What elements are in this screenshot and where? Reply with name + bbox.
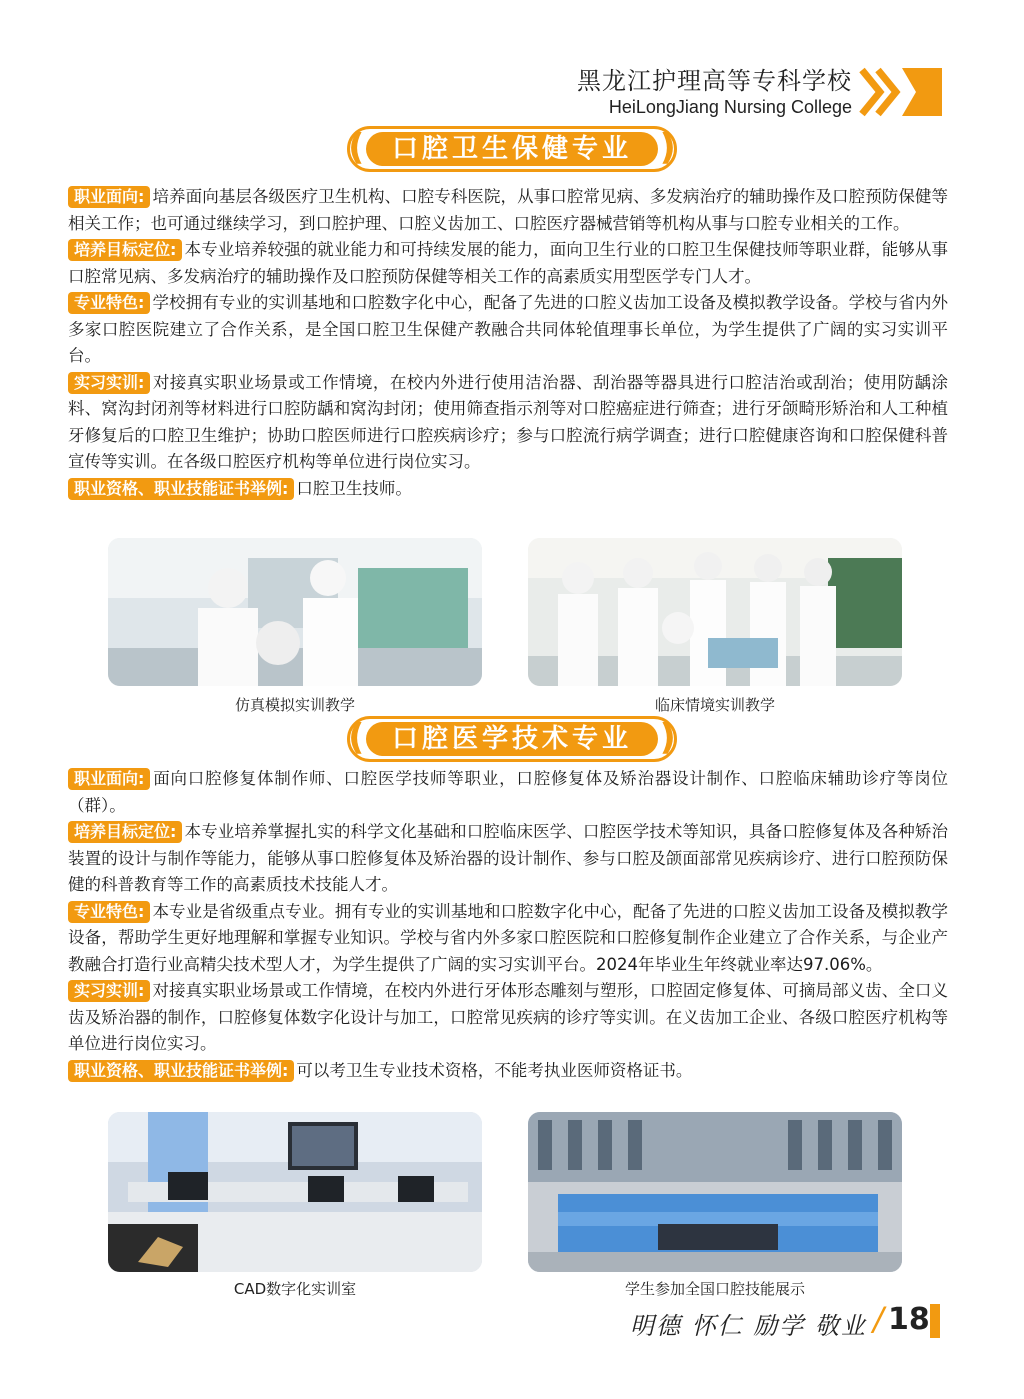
item-text: 口腔卫生技师。 [296,478,412,498]
tag-label: 职业面向: [68,768,150,790]
photo-cad-lab [108,1112,482,1272]
slash-decoration: / [873,1300,884,1338]
item-text: 本专业培养较强的就业能力和可持续发展的能力，面向卫生行业的口腔卫生保健技师等职业群，能够从事口腔常见病、多发病治疗的辅助操作及口腔预防保健等相关工作的高素质实用型医学专门人才。 [68,240,948,286]
item-text: 学校拥有专业的实训基地和口腔数字化中心，配备了先进的口腔义齿加工设备及模拟教学设备。学校与省内外多家口腔医院建立了合作关系，是全国口腔卫生保健产教融合共同体轮值理事长单位，为学生提供了广阔的实习实训平台。 [68,293,948,365]
photo-caption: 临床情境实训教学 [654,696,775,714]
page-number: 18 [888,1302,930,1337]
bracket-left-icon: ( [348,127,365,168]
section1-item-certificate [68,476,948,503]
section2-item-practice [68,978,948,1058]
section1-body [68,184,948,502]
photo-caption: 仿真模拟实训教学 [234,696,355,714]
page-bar-decoration [930,1304,940,1338]
tag-label: 培养目标定位: [68,239,182,261]
bracket-right-icon: ) [659,127,676,168]
item-text: 本专业是省级重点专业。拥有专业的实训基地和口腔数字化中心，配备了先进的口腔义齿加工设备及模拟教学设备，帮助学生更好地理解和掌握专业知识。学校与省内外多家口腔医院和口腔修复制作企业建立了合作关系，与企业产教融合打造行业高精尖技术型人才，为学生提供了广阔的实习实训平台。2024年毕业生年终就业率达97.06%。 [68,901,948,974]
section-title-label: 口腔医学技术专业 [366,722,658,756]
section-title-label: 口腔卫生保健专业 [366,132,658,166]
tag-label: 培养目标定位: [68,821,182,843]
tag-label: 职业面向: [68,186,150,208]
tag-label: 实习实训: [68,372,150,394]
tag-label: 实习实训: [68,980,150,1002]
item-text: 对接真实职业场景或工作情境，在校内外进行使用洁治器、刮治器等器具进行口腔洁治或刮治；使用防龋涂料、窝沟封闭剂等材料进行口腔防龋和窝沟封闭；使用筛查指示剂等对口腔癌症进行筛查；进行牙颌畸形矫治和人工种植牙修复后的口腔卫生维护；协助口腔医师进行口腔疾病诊疗；参与口腔流行病学调查；进行口腔健康咨询和口腔保健科普宣传等实训。在各级口腔医疗机构等单位进行岗位实习。 [68,372,948,471]
school-name-en: HeiLongJiang Nursing College [608,97,852,117]
section1-item-career [68,184,948,237]
school-motto: 明德 怀仁 励学 敬业 [630,1312,867,1340]
section2-body [68,766,948,1084]
tag-label: 职业资格、职业技能证书举例: [68,1060,294,1082]
photo-clinical-teaching [528,538,902,686]
photo-caption: CAD数字化实训室 [233,1280,357,1298]
section1-item-goal [68,237,948,290]
section-title-oral-hygiene [347,126,677,172]
bracket-left-icon: ( [348,717,365,758]
section1-item-practice [68,370,948,476]
photo-caption: 学生参加全国口腔技能展示 [624,1280,805,1298]
tag-label: 职业资格、职业技能证书举例: [68,478,294,500]
item-text: 培养面向基层各级医疗卫生机构、口腔专科医院，从事口腔常见病、多发病治疗的辅助操作及口腔预防保健等相关工作；也可通过继续学习，到口腔护理、口腔义齿加工、口腔医疗器械营销等机构从事与口腔专业相关的工作。 [68,187,948,233]
school-name-cn: 黑龙江护理高等专科学校 [577,67,852,95]
item-text: 对接真实职业场景或工作情境，在校内外进行牙体形态雕刻与塑形，口腔固定修复体、可摘局部义齿、全口义齿及矫治器的制作，口腔修复体数字化设计与加工，口腔常见疾病的诊疗等实训。在义齿加工企业、各级口腔医疗机构等单位进行岗位实习。 [68,981,948,1053]
section-title-dental-technology [347,716,677,762]
photo-simulation-teaching [108,538,482,686]
section2-item-certificate [68,1058,948,1085]
item-text: 本专业培养掌握扎实的科学文化基础和口腔临床医学、口腔医学技术等知识，具备口腔修复体及各种矫治装置的设计与制作等能力，能够从事口腔修复体及矫治器的设计制作、参与口腔及颌面部常见疾病诊疗、进行口腔预防保健的科普教育等工作的高素质技术技能人才。 [68,822,948,894]
tag-label: 专业特色: [68,292,150,314]
tag-label: 专业特色: [68,901,150,923]
item-text: 可以考卫生专业技术资格，不能考执业医师资格证书。 [296,1060,693,1080]
bracket-right-icon: ) [659,717,676,758]
item-text: 面向口腔修复体制作师、口腔医学技师等职业，口腔修复体及矫治器设计制作、口腔临床辅助诊疗等岗位（群）。 [68,769,948,815]
photo-skill-show [528,1112,902,1272]
section2-item-feature [68,899,948,979]
section1-item-feature [68,290,948,370]
chevron-arrows-icon [858,66,944,118]
section2-item-career [68,766,948,819]
section2-item-goal [68,819,948,899]
header [577,66,852,118]
